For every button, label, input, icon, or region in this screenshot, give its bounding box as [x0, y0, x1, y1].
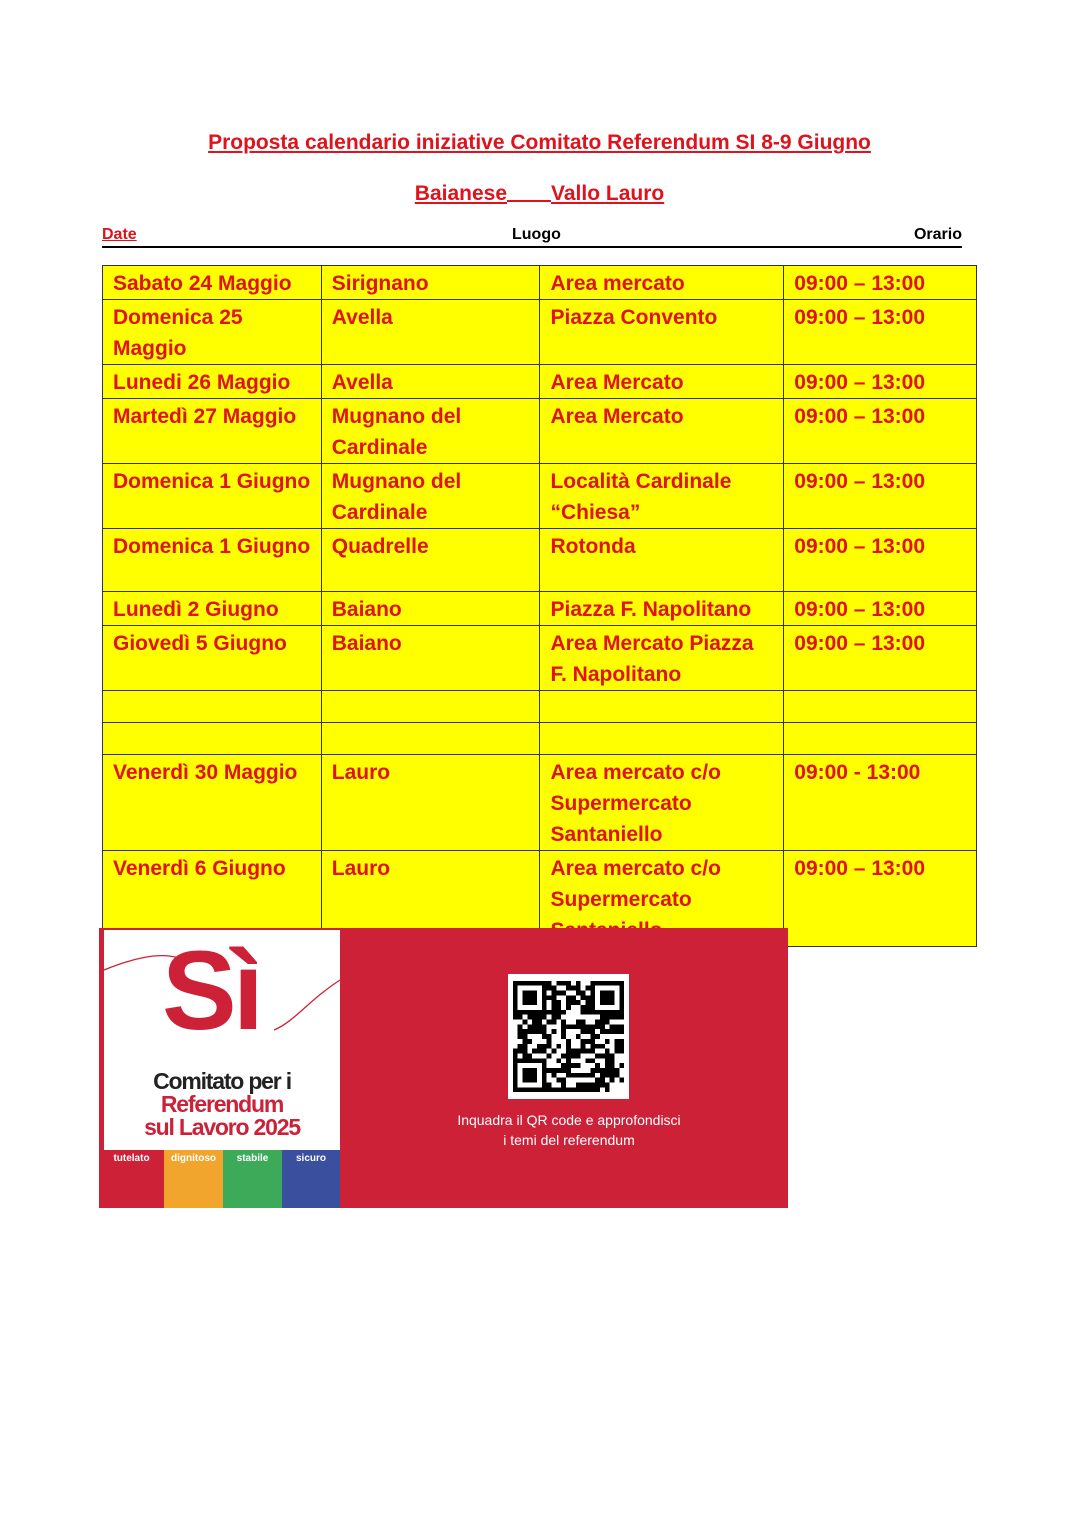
cell-town: Baiano	[321, 626, 540, 691]
table-row	[103, 592, 977, 626]
stripe-tutelato: tutelato	[99, 1150, 164, 1208]
cell-date: Venerdì 6 Giugno	[103, 851, 322, 947]
table-row	[103, 365, 977, 399]
cell-date: Domenica 1 Giugno	[103, 529, 322, 592]
cell-town: Mugnano del Cardinale	[321, 464, 540, 529]
cell-date	[103, 691, 322, 723]
value-stripes	[99, 1150, 340, 1208]
cell-place: Località Cardinale “Chiesa”	[540, 464, 784, 529]
cell-place: Area Mercato	[540, 365, 784, 399]
cell-date: Lunedi 26 Maggio	[103, 365, 322, 399]
cell-place: Area mercato c/o Supermercato	[540, 851, 784, 947]
cell-time: 09:00 – 13:00	[784, 529, 977, 592]
table-row-empty	[103, 691, 977, 723]
header-date: Date	[102, 226, 137, 243]
column-header-row	[102, 226, 962, 248]
cell-place	[540, 691, 784, 723]
stripe-sicuro: sicuro	[282, 1150, 340, 1208]
cell-town: Baiano	[321, 592, 540, 626]
qr-code-icon[interactable]	[508, 974, 629, 1099]
subtitle-right: Vallo Lauro	[551, 182, 665, 205]
cell-date: Giovedì 5 Giugno	[103, 626, 322, 691]
table-row	[103, 626, 977, 691]
qr-caption	[399, 1110, 739, 1150]
subtitle-left: Baianese	[414, 182, 508, 205]
cell-time: 09:00 – 13:00	[784, 592, 977, 626]
cell-place: Rotonda	[540, 529, 784, 592]
cell-town: Quadrelle	[321, 529, 540, 592]
table-row	[103, 300, 977, 365]
cell-date: Lunedì 2 Giugno	[103, 592, 322, 626]
committee-logo	[104, 930, 340, 1178]
cell-time: 09:00 - 13:00	[784, 755, 977, 851]
cell-place: Piazza F. Napolitano	[540, 592, 784, 626]
referendum-banner	[99, 928, 788, 1208]
cell-date: Venerdì 30 Maggio	[103, 755, 322, 851]
cell-town	[321, 691, 540, 723]
page-title: Proposta calendario iniziative Comitato Referendum SI 8-9 Giugno	[208, 131, 871, 154]
cell-time: 09:00 – 13:00	[784, 626, 977, 691]
table-row-empty	[103, 723, 977, 755]
stripe-stabile: stabile	[223, 1150, 282, 1208]
cell-town: Mugnano del Cardinale	[321, 399, 540, 464]
subtitle-divider	[507, 180, 551, 202]
table-row	[103, 266, 977, 300]
subtitle	[0, 180, 1079, 206]
cell-time: 09:00 – 13:00	[784, 399, 977, 464]
cell-place: Piazza Convento	[540, 300, 784, 365]
cell-time	[784, 723, 977, 755]
cell-town: Avella	[321, 365, 540, 399]
cell-time: 09:00 – 13:00	[784, 851, 977, 947]
table-row	[103, 755, 977, 851]
cell-town: Lauro	[321, 755, 540, 851]
cell-time	[784, 691, 977, 723]
cell-town: Sirignano	[321, 266, 540, 300]
cell-town: Lauro	[321, 851, 540, 947]
logo-si: Sì	[162, 930, 260, 1053]
cell-town	[321, 723, 540, 755]
cell-date: Martedì 27 Maggio	[103, 399, 322, 464]
cell-time: 09:00 – 13:00	[784, 300, 977, 365]
cell-date: Domenica 1 Giugno	[103, 464, 322, 529]
logo-line-2: Referendum	[160, 1091, 284, 1117]
header-luogo: Luogo	[512, 226, 561, 243]
stripe-dignitoso: dignitoso	[164, 1150, 223, 1208]
cell-time: 09:00 – 13:00	[784, 266, 977, 300]
qr-caption-line-2: i temi del referendum	[503, 1132, 635, 1148]
table-row	[103, 464, 977, 529]
cell-place: Area Mercato Piazza F. Napolitano	[540, 626, 784, 691]
logo-line-1: Comitato per i	[153, 1068, 291, 1094]
cell-time: 09:00 – 13:00	[784, 365, 977, 399]
calendar-table	[102, 265, 977, 947]
cell-date: Sabato 24 Maggio	[103, 266, 322, 300]
table-row	[103, 529, 977, 592]
cell-place	[540, 723, 784, 755]
cell-place: Area Mercato	[540, 399, 784, 464]
cell-time: 09:00 – 13:00	[784, 464, 977, 529]
table-row	[103, 399, 977, 464]
logo-line-3: sul Lavoro 2025	[144, 1114, 300, 1140]
cell-place: Area mercato	[540, 266, 784, 300]
cell-date: Domenica 25 Maggio	[103, 300, 322, 365]
cell-place: Area mercato c/o Supermercato Santaniello	[540, 755, 784, 851]
qr-caption-line-1: Inquadra il QR code e approfondisci	[457, 1112, 681, 1128]
header-orario: Orario	[913, 226, 962, 243]
cell-town: Avella	[321, 300, 540, 365]
cell-date	[103, 723, 322, 755]
